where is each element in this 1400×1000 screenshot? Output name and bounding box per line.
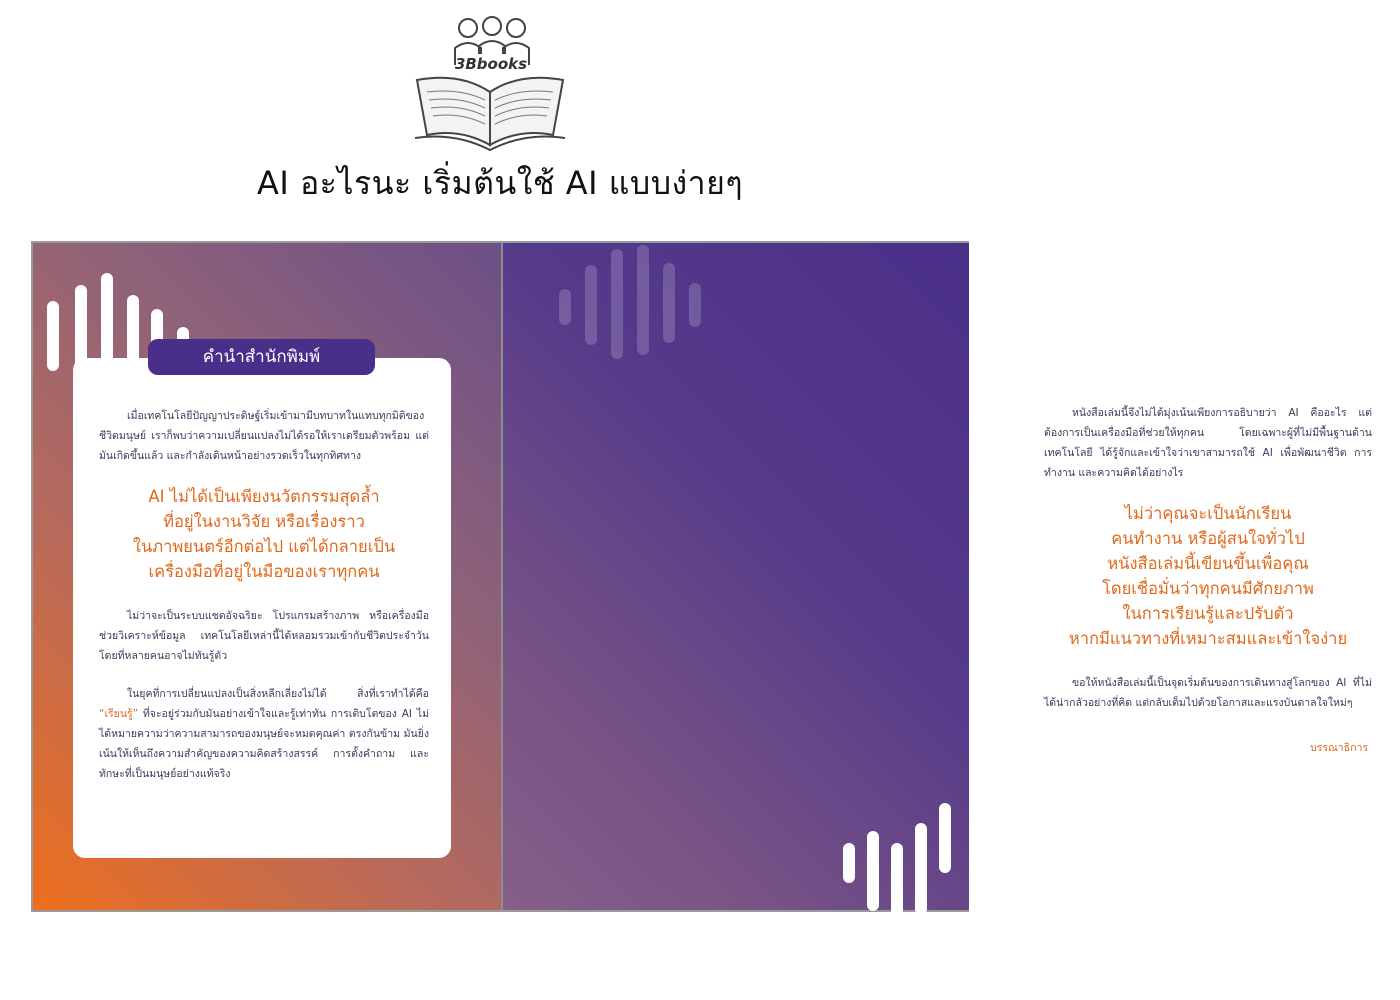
highlight-line: ในการเรียนรู้และปรับตัว (1122, 604, 1294, 623)
book-spread (31, 241, 1372, 912)
foreword-heading-tab: คำนำสำนักพิมพ์ (148, 339, 375, 375)
decor-bar (891, 843, 903, 919)
highlight-line: ในภาพยนตร์อีกต่อไป แต่ได้กลายเป็น (132, 537, 396, 556)
open-book-logo-icon (405, 10, 575, 160)
highlight-line: ไม่ว่าคุณจะเป็นนักเรียน (1124, 504, 1292, 523)
decor-bar (585, 265, 597, 345)
highlight-line: หนังสือเล่มนี้เขียนขึ้นเพื่อคุณ (1107, 554, 1309, 573)
paragraph-text: ที่จะอยู่ร่วมกับมันอย่างเข้าใจและรู้เท่าทัน การเติบโตของ AI ไม่ได้หมายความว่าความสามารถของมนุษย์จะหมดคุณค่า ตรงกันข้าม มันยิ่งเน้นให้เห็นถึงความสำคัญของความคิดสร้างสรรค์ การตั้งคำถาม และทักษะที่เป็นมนุษย์อย่างแท้จริง (99, 708, 429, 780)
editor-paragraph-1: หนังสือเล่มนี้จึงไม่ได้มุ่งเน้นเพียงการอธิบายว่า AI คืออะไร แต่ต้องการเป็นเครื่องมือที่ช่วยให้ทุกคน โดยเฉพาะผู้ที่ไม่มีพื้นฐานด้านเทคโนโลยี ได้รู้จักและเข้าใจว่าเขาสามารถใช้ AI เพื่อพัฒนาชีวิต การทำงาน และความคิดได้อย่างไร (1044, 407, 1372, 479)
highlight-line: AI ไม่ได้เป็นเพียงนวัตกรรมสุดล้ำ (148, 487, 380, 506)
editor-note-card (1016, 341, 1400, 859)
foreword-paragraph-2: ไม่ว่าจะเป็นระบบแชตอัจฉริยะ โปรแกรมสร้างภาพ หรือเครื่องมือช่วยวิเคราะห์ข้อมูล เทคโนโลยีเหล่านี้ได้หลอมรวมเข้ากับชีวิตประจำวันโดยที่หลายคนอาจไม่ทันรู้ตัว (99, 610, 429, 662)
decor-bar (939, 803, 951, 873)
editor-highlight (1044, 501, 1372, 651)
decor-bar (915, 823, 927, 915)
highlight-line: หากมีแนวทางที่เหมาะสมและเข้าใจง่าย (1068, 629, 1348, 648)
foreword-highlight (99, 484, 429, 584)
emphasized-word: “เรียนรู้” (99, 708, 139, 720)
highlight-line: ที่อยู่ในงานวิจัย หรือเรื่องราว (163, 512, 365, 531)
editor-signature: บรรณาธิการ (1310, 742, 1368, 754)
highlight-line: เครื่องมือที่อยู่ในมือของเราทุกคน (148, 562, 380, 581)
foreword-paragraph-3 (99, 684, 429, 784)
right-page (503, 243, 1372, 910)
decor-bar (843, 843, 855, 883)
decor-bar (867, 831, 879, 911)
paragraph-text: ในยุคที่การเปลี่ยนแปลงเป็นสิ่งหลีกเลี่ยงไม่ได้ สิ่งที่เราทำได้คือ (127, 688, 429, 700)
highlight-line: โดยเชื่อมั่นว่าทุกคนมีศักยภาพ (1102, 579, 1314, 598)
highlight-line: คนทำงาน หรือผู้สนใจทั่วไป (1111, 529, 1305, 548)
page-title: AI อะไรนะ เริ่มต้นใช้ AI แบบง่ายๆ (256, 164, 744, 202)
decor-bar (663, 263, 675, 343)
foreword-card (73, 358, 451, 858)
decor-bar (611, 249, 623, 359)
left-page (33, 243, 501, 910)
editor-paragraph-2: ขอให้หนังสือเล่มนี้เป็นจุดเริ่มต้นของการเดินทางสู่โลกของ AI ที่ไม่ได้น่ากลัวอย่างที่คิด แต่กลับเต็มไปด้วยโอกาสและแรงบันดาลใจใหม่ๆ (1044, 677, 1372, 709)
brand-name: 3Bbooks (454, 55, 528, 73)
foreword-paragraph-1: เมื่อเทคโนโลยีปัญญาประดิษฐ์เริ่มเข้ามามีบทบาทในแทบทุกมิติของชีวิตมนุษย์ เราก็พบว่าความเปลี่ยนแปลงไม่ได้รอให้เราเตรียมตัวพร้อม แต่มันเกิดขึ้นแล้ว และกำลังเดินหน้าอย่างรวดเร็วในทุกทิศทาง (99, 410, 429, 462)
decor-bar (689, 283, 701, 327)
decor-bar (637, 245, 649, 355)
decor-bar (559, 289, 571, 325)
brand-logo (405, 10, 575, 160)
decor-bar (47, 301, 59, 371)
